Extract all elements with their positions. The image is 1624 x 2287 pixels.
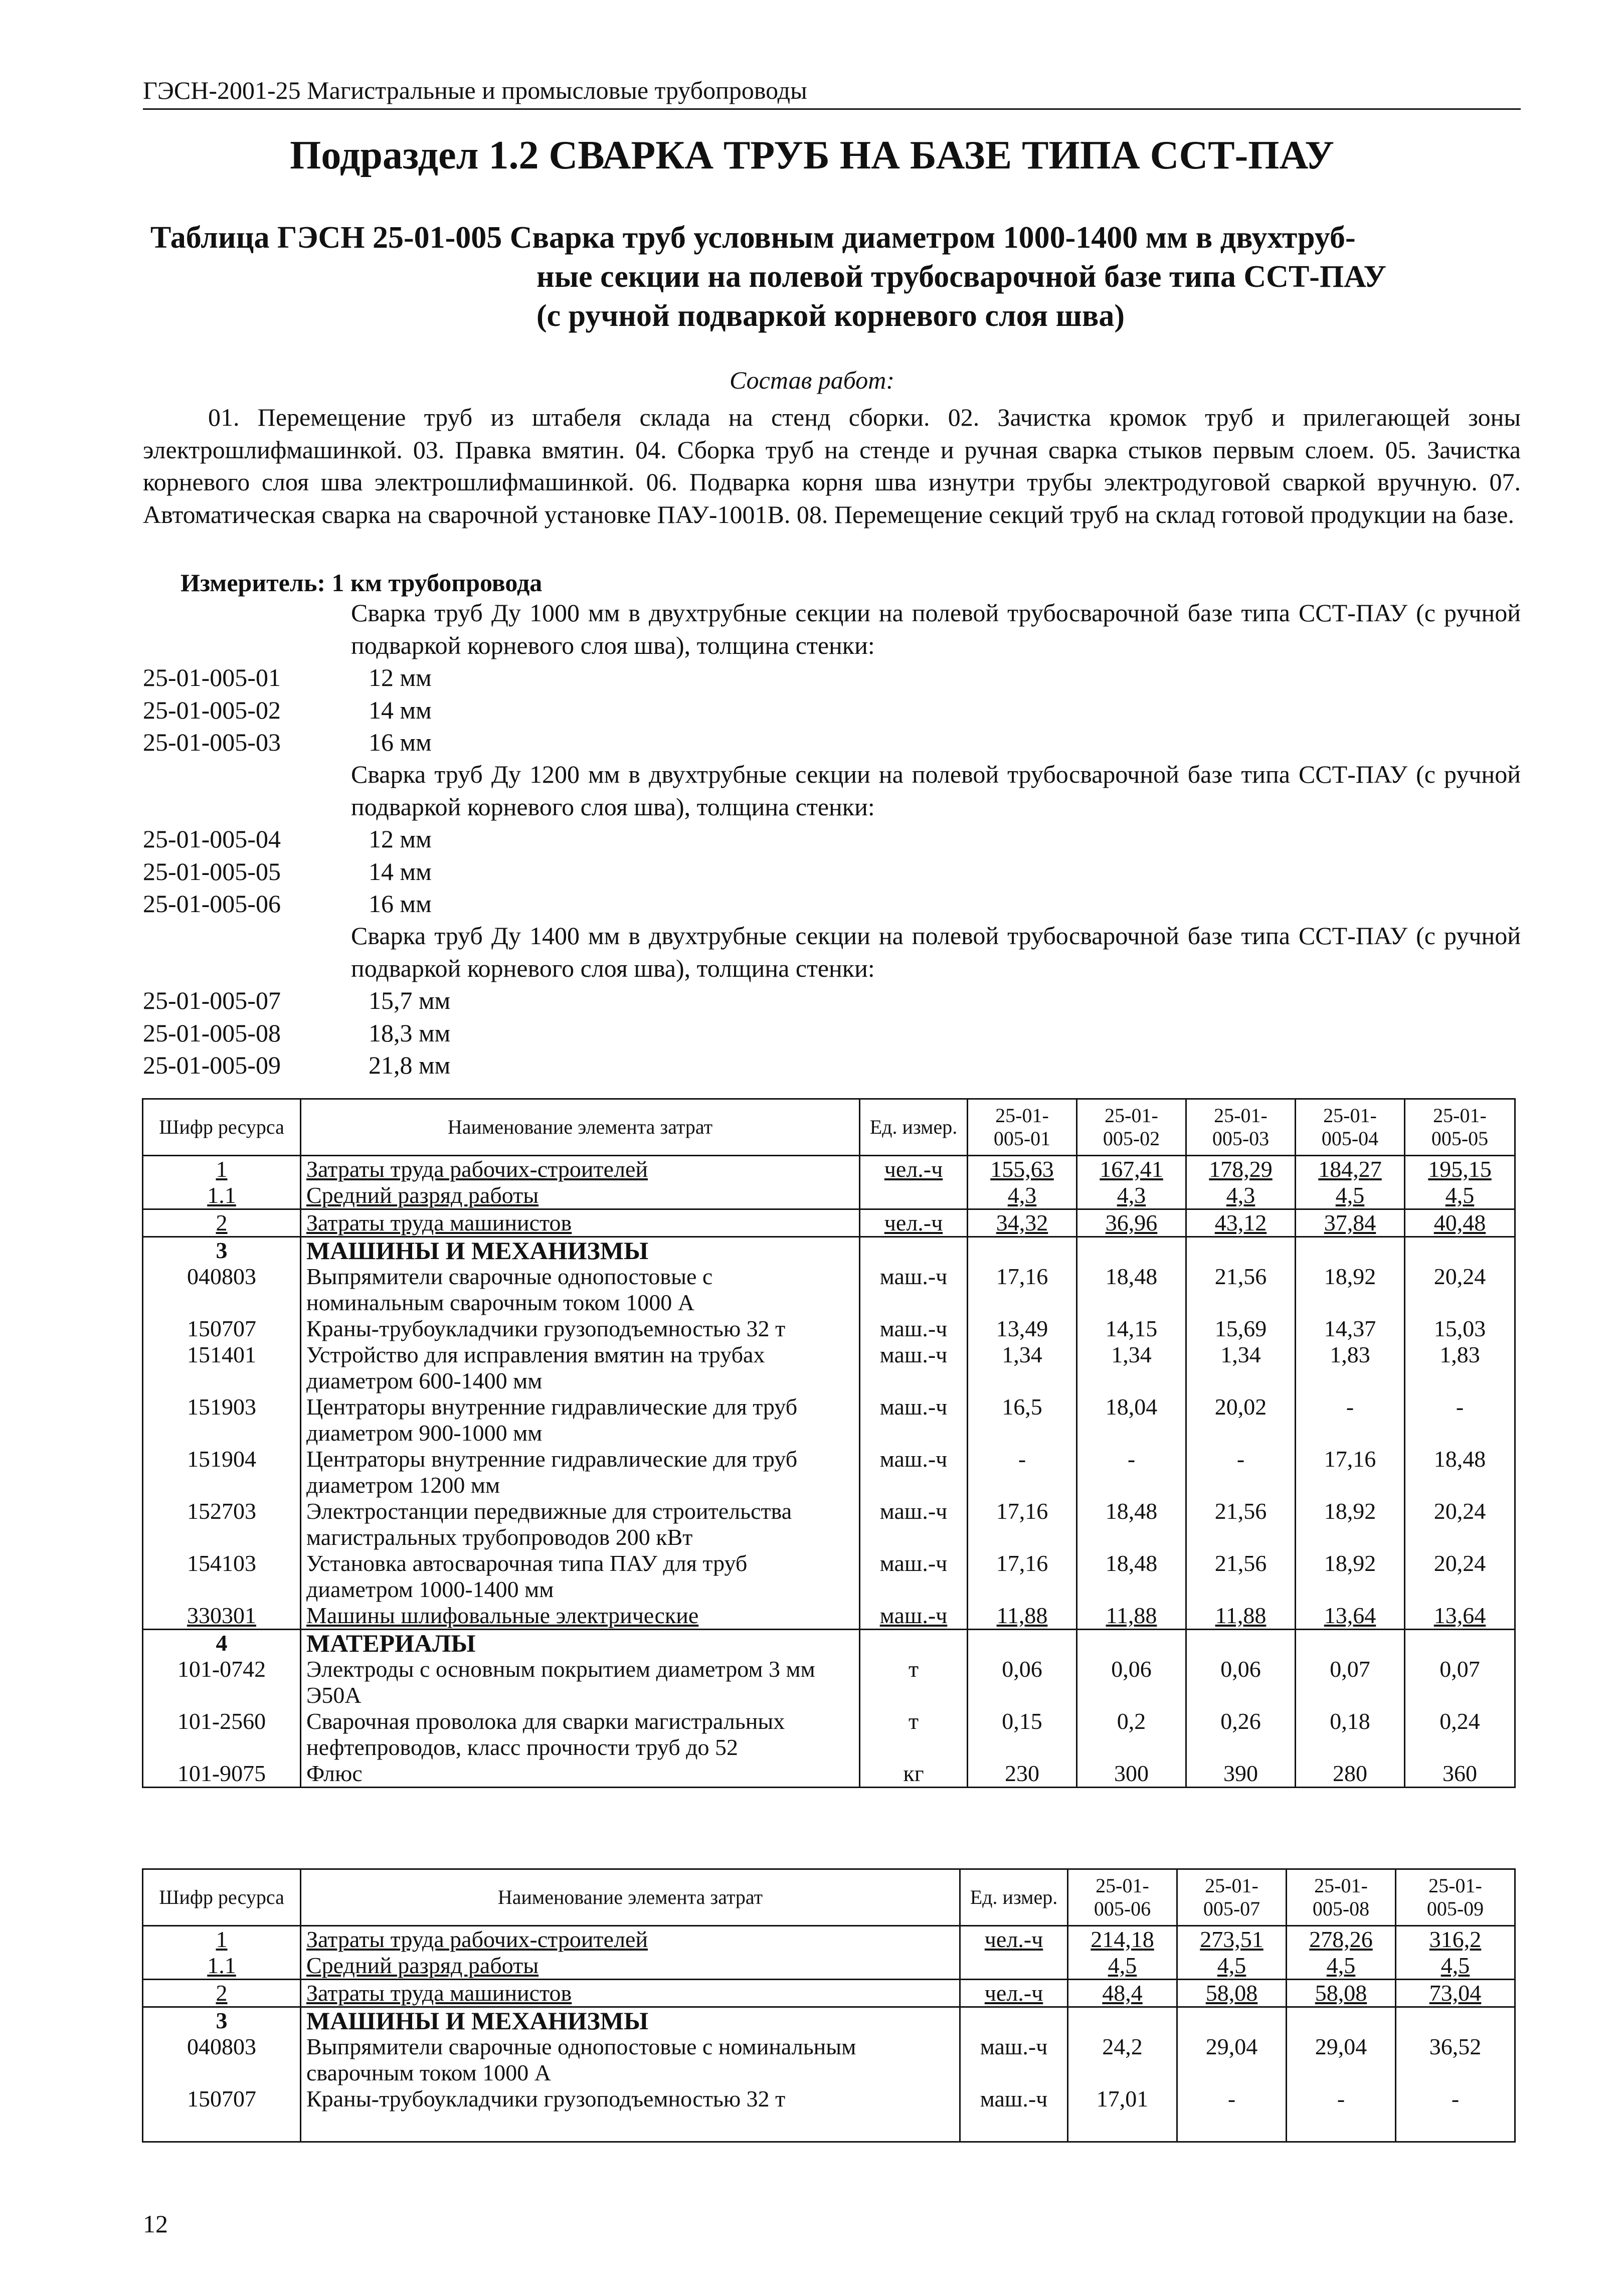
cost-element-name: Центраторы внутренние гидравлические для труб диаметром 1200 мм: [301, 1446, 860, 1498]
column-header: 25-01- 005-02: [1077, 1099, 1186, 1156]
spec-value: 12 мм: [369, 663, 432, 691]
table-row: [143, 1156, 1515, 1183]
norm-value: 58,08: [1177, 1980, 1287, 2007]
spec-description: Сварка труб Ду 1400 мм в двухтрубные секции на полевой трубосварочной базе типа ССТ-ПАУ (с ручной подваркой корневого слоя шва), толщина стенки:: [351, 922, 1521, 982]
norm-value: [1405, 1630, 1515, 1657]
norm-value: 18,92: [1296, 1550, 1405, 1603]
spec-item: [143, 661, 1521, 694]
norm-value: 278,26: [1287, 1926, 1396, 1953]
unit-of-measure: [960, 1953, 1068, 1980]
spec-item: [143, 694, 1521, 727]
spec-value: 16 мм: [369, 890, 432, 918]
resource-code: 101-2560: [143, 1708, 301, 1761]
unit-of-measure: маш.-ч: [860, 1316, 968, 1342]
column-header: Наименование элемента затрат: [301, 1869, 960, 1926]
unit-of-measure: маш.-ч: [960, 2034, 1068, 2086]
norm-value: [968, 1630, 1077, 1657]
table-row: [143, 1394, 1515, 1446]
table-title-line-1: Таблица ГЭСН 25-01-005 Сварка труб условным диаметром 1000-1400 мм в двухтруб-: [150, 221, 1356, 255]
norm-value: 17,16: [1296, 1446, 1405, 1498]
unit-of-measure: маш.-ч: [860, 1603, 968, 1630]
norm-value: 0,06: [1186, 1656, 1296, 1708]
table-row: [143, 1446, 1515, 1498]
norm-value: 11,88: [1077, 1603, 1186, 1630]
column-header: Шифр ресурса: [143, 1869, 301, 1926]
norm-value: 0,06: [968, 1656, 1077, 1708]
norm-value: -: [1077, 1446, 1186, 1498]
resource-code: 1.1: [143, 1953, 301, 1980]
measure-unit: Измеритель: 1 км трубопровода: [181, 569, 543, 597]
norm-value: 184,27: [1296, 1156, 1405, 1183]
unit-of-measure: маш.-ч: [860, 1342, 968, 1394]
table-row: [143, 1926, 1515, 1953]
norm-value: 316,2: [1396, 1926, 1515, 1953]
norm-value: 300: [1077, 1761, 1186, 1788]
spec-item: [143, 855, 1521, 888]
norm-value: 0,2: [1077, 1708, 1186, 1761]
norm-value: 18,92: [1296, 1264, 1405, 1316]
table-title-line-3: (с ручной подваркой корневого слоя шва): [536, 299, 1125, 333]
unit-of-measure: маш.-ч: [860, 1394, 968, 1446]
column-header: Наименование элемента затрат: [301, 1099, 860, 1156]
norm-value: 1,83: [1405, 1342, 1515, 1394]
norm-value: 20,02: [1186, 1394, 1296, 1446]
norm-value: 20,24: [1405, 1498, 1515, 1550]
norm-value: 1,34: [1077, 1342, 1186, 1394]
resource-code: 1.1: [143, 1182, 301, 1209]
spec-value: 15,7 мм: [369, 986, 451, 1014]
unit-of-measure: кг: [860, 1761, 968, 1788]
norm-value: 21,56: [1186, 1498, 1296, 1550]
norm-value: 4,3: [1077, 1182, 1186, 1209]
table-row: [143, 2007, 1515, 2034]
resource-table-2: [142, 1868, 1516, 2143]
spec-code: 25-01-005-09: [143, 1051, 281, 1079]
column-header: Ед. измер.: [860, 1099, 968, 1156]
norm-value: 1,34: [968, 1342, 1077, 1394]
norm-value: [1296, 1630, 1405, 1657]
norm-value: 0,26: [1186, 1708, 1296, 1761]
norm-value: [1287, 2007, 1396, 2034]
spec-item: [143, 888, 1521, 920]
norm-value: 20,24: [1405, 1550, 1515, 1603]
spec-item: [143, 823, 1521, 855]
resource-code: 101-9075: [143, 1761, 301, 1788]
resource-code: 2: [143, 1209, 301, 1237]
norm-value: 4,5: [1405, 1182, 1515, 1209]
table-title-line-2: ные секции на полевой трубосварочной базе типа ССТ-ПАУ: [536, 260, 1387, 294]
norm-value: 167,41: [1077, 1156, 1186, 1183]
cost-element-name: Машины шлифовальные электрические: [301, 1603, 860, 1630]
norm-value: 11,88: [968, 1603, 1077, 1630]
norm-value: 0,07: [1296, 1656, 1405, 1708]
norm-value: 21,56: [1186, 1550, 1296, 1603]
spec-group: [143, 758, 1521, 920]
table-row: [143, 1953, 1515, 1980]
norm-value: 17,16: [968, 1264, 1077, 1316]
spec-value: 14 мм: [369, 695, 432, 724]
norm-value: [1396, 2007, 1515, 2034]
column-header: Шифр ресурса: [143, 1099, 301, 1156]
section-title: Подраздел 1.2 СВАРКА ТРУБ НА БАЗЕ ТИПА ССТ-ПАУ: [290, 133, 1334, 178]
norm-value: -: [1287, 2086, 1396, 2142]
cost-element-name: Выпрямители сварочные однопостовые с номинальным сварочным током 1000 А: [301, 2034, 960, 2086]
unit-of-measure: маш.-ч: [960, 2086, 1068, 2142]
spec-group: [143, 920, 1521, 1082]
norm-value: 390: [1186, 1761, 1296, 1788]
norm-value: 18,04: [1077, 1394, 1186, 1446]
spec-value: 21,8 мм: [369, 1051, 451, 1079]
norm-value: 16,5: [968, 1394, 1077, 1446]
resource-code: 154103: [143, 1550, 301, 1603]
norm-value: [1186, 1630, 1296, 1657]
spec-description: Сварка труб Ду 1200 мм в двухтрубные секции на полевой трубосварочной базе типа ССТ-ПАУ (с ручной подваркой корневого слоя шва), толщина стенки:: [351, 760, 1521, 821]
spec-code: 25-01-005-04: [143, 825, 281, 853]
norm-value: -: [1186, 1446, 1296, 1498]
norm-value: 4,5: [1396, 1953, 1515, 1980]
unit-of-measure: [860, 1182, 968, 1209]
norm-value: [1077, 1630, 1186, 1657]
column-header: 25-01- 005-04: [1296, 1099, 1405, 1156]
norm-value: 18,92: [1296, 1498, 1405, 1550]
norm-value: 29,04: [1287, 2034, 1396, 2086]
norm-value: -: [1405, 1394, 1515, 1446]
norm-value: 34,32: [968, 1209, 1077, 1237]
norm-value: 48,4: [1068, 1980, 1177, 2007]
norm-value: 214,18: [1068, 1926, 1177, 1953]
norm-value: 14,15: [1077, 1316, 1186, 1342]
table-row: [143, 1630, 1515, 1657]
column-header: 25-01- 005-08: [1287, 1869, 1396, 1926]
spec-code: 25-01-005-03: [143, 728, 281, 756]
norm-value: 29,04: [1177, 2034, 1287, 2086]
cost-element-name: Затраты труда машинистов: [301, 1209, 860, 1237]
norm-value: -: [968, 1446, 1077, 1498]
resource-code: 151904: [143, 1446, 301, 1498]
spec-value: 14 мм: [369, 857, 432, 886]
norm-value: -: [1296, 1394, 1405, 1446]
cost-element-name: МАШИНЫ И МЕХАНИЗМЫ: [301, 1237, 860, 1264]
table-row: [143, 1316, 1515, 1342]
norm-value: [1186, 1237, 1296, 1264]
table-row: [143, 2034, 1515, 2086]
spec-item: [143, 1017, 1521, 1049]
norm-value: 18,48: [1077, 1498, 1186, 1550]
spec-item: [143, 726, 1521, 759]
norm-value: 1,83: [1296, 1342, 1405, 1394]
norm-value: 1,34: [1186, 1342, 1296, 1394]
work-description: 01. Перемещение труб из штабеля склада на стенд сборки. 02. Зачистка кромок труб и прилегающей зоны электрошлифмашинкой. 03. Правка вмятин. 04. Сборка труб на стенде и ручная сварка стыков первым слоем. 05. Зачистка корневого слоя шва электрошлифмашинкой. 06. Подварка корня шва изнутри трубы электродуговой сваркой вручную. 07. Автоматическая сварка на сварочной установке ПАУ-1001В. 08. Перемещение секций труб на склад готовой продукции на базе.: [143, 403, 1521, 529]
norm-value: 73,04: [1396, 1980, 1515, 2007]
table-row: [143, 1264, 1515, 1316]
resource-code: 151903: [143, 1394, 301, 1446]
norm-value: 20,24: [1405, 1264, 1515, 1316]
running-header: ГЭСН-2001-25 Магистральные и промысловые трубопроводы: [143, 75, 1521, 110]
norm-value: 195,15: [1405, 1156, 1515, 1183]
unit-of-measure: маш.-ч: [860, 1446, 968, 1498]
norm-value: 18,48: [1077, 1550, 1186, 1603]
cost-element-name: Флюс: [301, 1761, 860, 1788]
cost-element-name: Центраторы внутренние гидравлические для труб диаметром 900-1000 мм: [301, 1394, 860, 1446]
unit-of-measure: маш.-ч: [860, 1264, 968, 1316]
norm-value: 4,3: [968, 1182, 1077, 1209]
cost-element-name: Затраты труда рабочих-строителей: [301, 1926, 960, 1953]
cost-element-name: Выпрямители сварочные однопостовые с номинальным сварочным током 1000 А: [301, 1264, 860, 1316]
spec-item: [143, 1049, 1521, 1082]
cost-element-name: Затраты труда рабочих-строителей: [301, 1156, 860, 1183]
norm-value: 17,01: [1068, 2086, 1177, 2142]
norm-value: 155,63: [968, 1156, 1077, 1183]
norm-value: [1296, 1237, 1405, 1264]
norm-value: 18,48: [1077, 1264, 1186, 1316]
norm-value: [1405, 1237, 1515, 1264]
unit-of-measure: чел.-ч: [860, 1156, 968, 1183]
norm-value: [1177, 2007, 1287, 2034]
unit-of-measure: чел.-ч: [860, 1209, 968, 1237]
cost-element-name: Затраты труда машинистов: [301, 1980, 960, 2007]
norm-value: 36,96: [1077, 1209, 1186, 1237]
cost-element-name: МАТЕРИАЛЫ: [301, 1630, 860, 1657]
resource-code: 2: [143, 1980, 301, 2007]
norm-value: 14,37: [1296, 1316, 1405, 1342]
norm-value: 0,15: [968, 1708, 1077, 1761]
table-row: [143, 1603, 1515, 1630]
unit-of-measure: чел.-ч: [960, 1980, 1068, 2007]
norm-value: [1068, 2007, 1177, 2034]
norm-value: 4,5: [1296, 1182, 1405, 1209]
norm-value: 0,18: [1296, 1708, 1405, 1761]
table-row: [143, 1182, 1515, 1209]
resource-code: 150707: [143, 2086, 301, 2142]
spec-item: [143, 984, 1521, 1017]
table-row: [143, 1209, 1515, 1237]
spec-code: 25-01-005-07: [143, 986, 281, 1014]
spec-code: 25-01-005-06: [143, 890, 281, 918]
resource-code: 4: [143, 1630, 301, 1657]
norm-value: 4,5: [1177, 1953, 1287, 1980]
unit-of-measure: т: [860, 1656, 968, 1708]
cost-element-name: Устройство для исправления вмятин на трубах диаметром 600-1400 мм: [301, 1342, 860, 1394]
norm-value: 17,16: [968, 1498, 1077, 1550]
unit-of-measure: чел.-ч: [960, 1926, 1068, 1953]
norm-value: [968, 1237, 1077, 1264]
unit-of-measure: т: [860, 1708, 968, 1761]
table-row: [143, 1761, 1515, 1788]
norm-value: 58,08: [1287, 1980, 1396, 2007]
spec-code: 25-01-005-08: [143, 1018, 281, 1047]
norm-value: 4,5: [1287, 1953, 1396, 1980]
page-number: 12: [143, 2210, 168, 2238]
resource-code: 1: [143, 1926, 301, 1953]
spec-code: 25-01-005-01: [143, 663, 281, 691]
table-row: [143, 1237, 1515, 1264]
norm-value: [1077, 1237, 1186, 1264]
cost-element-name: Электростанции передвижные для строительства магистральных трубопроводов 200 кВт: [301, 1498, 860, 1550]
spec-description: Сварка труб Ду 1000 мм в двухтрубные секции на полевой трубосварочной базе типа ССТ-ПАУ (с ручной подваркой корневого слоя шва), толщина стенки:: [351, 599, 1521, 659]
cost-element-name: Средний разряд работы: [301, 1953, 960, 1980]
table-row: [143, 2086, 1515, 2142]
spec-value: 18,3 мм: [369, 1018, 451, 1047]
cost-element-name: Установка автосварочная типа ПАУ для труб диаметром 1000-1400 мм: [301, 1550, 860, 1603]
cost-element-name: Средний разряд работы: [301, 1182, 860, 1209]
table-row: [143, 1498, 1515, 1550]
column-header: Ед. измер.: [960, 1869, 1068, 1926]
spec-code: 25-01-005-05: [143, 857, 281, 886]
spec-value: 16 мм: [369, 728, 432, 756]
norm-value: 36,52: [1396, 2034, 1515, 2086]
resource-code: 330301: [143, 1603, 301, 1630]
norm-value: 24,2: [1068, 2034, 1177, 2086]
norm-value: 230: [968, 1761, 1077, 1788]
table-row: [143, 1980, 1515, 2007]
norm-value: 13,64: [1296, 1603, 1405, 1630]
column-header: 25-01- 005-09: [1396, 1869, 1515, 1926]
column-header: 25-01- 005-03: [1186, 1099, 1296, 1156]
norm-value: 11,88: [1186, 1603, 1296, 1630]
norm-value: 43,12: [1186, 1209, 1296, 1237]
unit-of-measure: [960, 2007, 1068, 2034]
table-row: [143, 1656, 1515, 1708]
norm-value: 15,69: [1186, 1316, 1296, 1342]
resource-code: 3: [143, 1237, 301, 1264]
norm-value: 4,3: [1186, 1182, 1296, 1209]
cost-element-name: Краны-трубоукладчики грузоподъемностью 32 т: [301, 2086, 960, 2142]
resource-code: 3: [143, 2007, 301, 2034]
norm-value: 17,16: [968, 1550, 1077, 1603]
norm-value: 4,5: [1068, 1953, 1177, 1980]
norm-value: 360: [1405, 1761, 1515, 1788]
norm-value: 37,84: [1296, 1209, 1405, 1237]
norm-value: 273,51: [1177, 1926, 1287, 1953]
unit-of-measure: [860, 1630, 968, 1657]
norm-value: 280: [1296, 1761, 1405, 1788]
resource-code: 040803: [143, 1264, 301, 1316]
table-row: [143, 1342, 1515, 1394]
spec-value: 12 мм: [369, 825, 432, 853]
cost-element-name: Сварочная проволока для сварки магистральных нефтепроводов, класс прочности труб до 52: [301, 1708, 860, 1761]
unit-of-measure: маш.-ч: [860, 1498, 968, 1550]
norm-value: -: [1177, 2086, 1287, 2142]
spec-code: 25-01-005-02: [143, 695, 281, 724]
norm-value: 15,03: [1405, 1316, 1515, 1342]
norm-value: 13,64: [1405, 1603, 1515, 1630]
column-header: 25-01- 005-06: [1068, 1869, 1177, 1926]
unit-of-measure: маш.-ч: [860, 1550, 968, 1603]
norm-value: 18,48: [1405, 1446, 1515, 1498]
norm-value: -: [1396, 2086, 1515, 2142]
resource-code: 101-0742: [143, 1656, 301, 1708]
norm-value: 13,49: [968, 1316, 1077, 1342]
column-header: 25-01- 005-07: [1177, 1869, 1287, 1926]
cost-element-name: Электроды с основным покрытием диаметром 3 мм Э50А: [301, 1656, 860, 1708]
norm-value: 40,48: [1405, 1209, 1515, 1237]
cost-element-name: Краны-трубоукладчики грузоподъемностью 32 т: [301, 1316, 860, 1342]
resource-code: 150707: [143, 1316, 301, 1342]
work-heading: Состав работ:: [729, 366, 895, 394]
resource-table-1: [142, 1098, 1516, 1788]
column-header: 25-01- 005-05: [1405, 1099, 1515, 1156]
resource-code: 040803: [143, 2034, 301, 2086]
column-header: 25-01- 005-01: [968, 1099, 1077, 1156]
spec-group: [143, 597, 1521, 759]
norm-value: 178,29: [1186, 1156, 1296, 1183]
resource-code: 152703: [143, 1498, 301, 1550]
table-title: [150, 218, 1504, 335]
norm-value: 0,07: [1405, 1656, 1515, 1708]
resource-code: 151401: [143, 1342, 301, 1394]
cost-element-name: МАШИНЫ И МЕХАНИЗМЫ: [301, 2007, 960, 2034]
norm-value: 0,06: [1077, 1656, 1186, 1708]
norm-value: 0,24: [1405, 1708, 1515, 1761]
norm-value: 21,56: [1186, 1264, 1296, 1316]
resource-code: 1: [143, 1156, 301, 1183]
table-row: [143, 1708, 1515, 1761]
table-row: [143, 1550, 1515, 1603]
unit-of-measure: [860, 1237, 968, 1264]
